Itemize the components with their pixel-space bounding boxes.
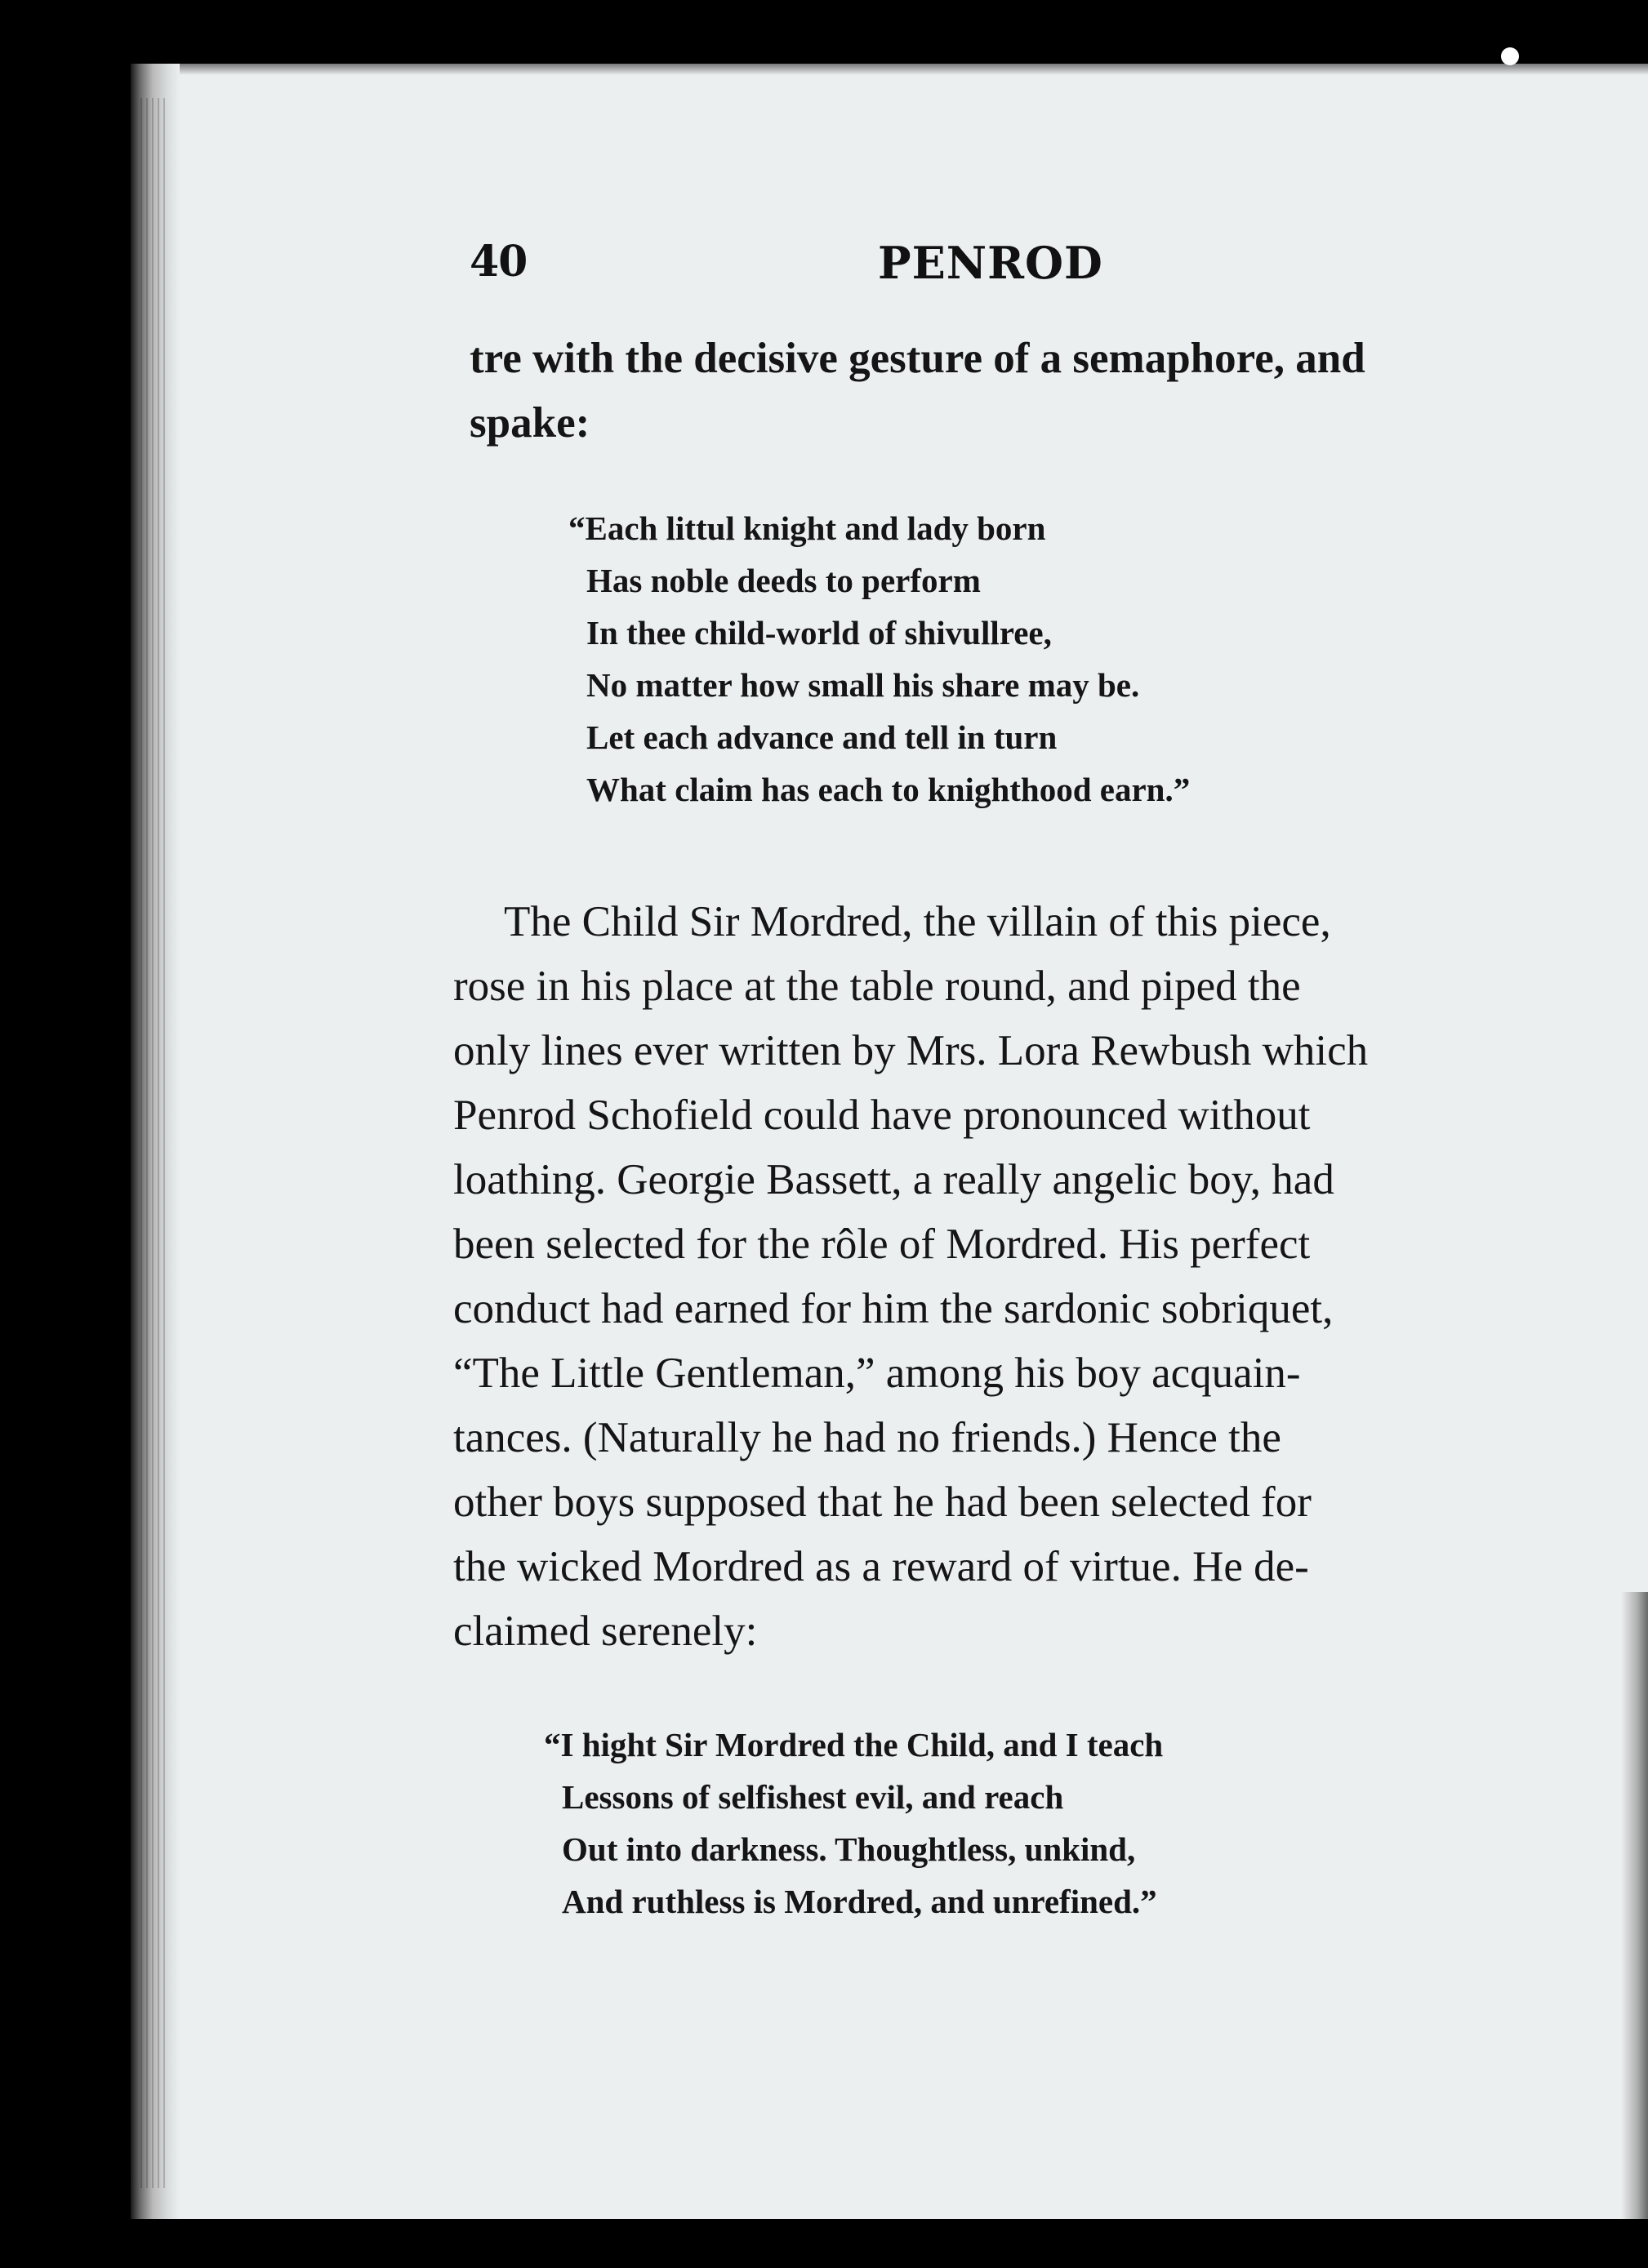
opening-lines [470, 327, 1490, 456]
text-line: claimed serenely: [453, 1608, 758, 1655]
verse-block-one [568, 502, 1362, 816]
text-line: tre with the decisive gesture of a semaphore, and [470, 335, 1365, 382]
page-edges-texture [140, 98, 168, 2188]
verse-line: “I hight Sir Mordred the Child, and I teach [544, 1726, 1164, 1763]
text-line: other boys supposed that he had been selected for [453, 1479, 1312, 1526]
running-title: PENROD [878, 237, 1103, 289]
verse-line: And ruthless is Mordred, and unrefined.” [562, 1883, 1157, 1920]
main-paragraph [453, 890, 1478, 1664]
verse-line: In thee child-world of shivullree, [586, 614, 1052, 651]
text-line: conduct had earned for him the sardonic sobriquet, [453, 1285, 1334, 1332]
page-header [470, 237, 1103, 294]
text-line: spake: [470, 399, 590, 447]
text-line: Penrod Schofield could have pronounced without [453, 1092, 1311, 1139]
page-top-shadow [167, 64, 1648, 75]
text-line: loathing. Georgie Bassett, a really angelic boy, had [453, 1156, 1334, 1203]
verse-line: “Each littul knight and lady born [568, 509, 1046, 547]
verse-line: Lessons of selfishest evil, and reach [562, 1778, 1064, 1816]
text-line: “The Little Gentleman,” among his boy acquain- [453, 1350, 1301, 1397]
text-line: the wicked Mordred as a reward of virtue. He de- [453, 1543, 1309, 1590]
page-number: 40 [470, 237, 528, 287]
page-right-edge-shadow [1621, 1592, 1648, 2219]
film-speck [1501, 47, 1519, 65]
text-line: been selected for the rôle of Mordred. His perfect [453, 1221, 1311, 1268]
text-line: The Child Sir Mordred, the villain of this piece, [504, 898, 1331, 945]
verse-line: Let each advance and tell in turn [586, 718, 1058, 756]
text-line: only lines ever written by Mrs. Lora Rewbush which [453, 1027, 1369, 1074]
verse-block-two [544, 1719, 1346, 1928]
verse-line: Out into darkness. Thoughtless, unkind, [562, 1830, 1136, 1868]
verse-line: What claim has each to knighthood earn.” [586, 771, 1191, 808]
verse-line: Has noble deeds to perform [586, 562, 981, 599]
text-line: tances. (Naturally he had no friends.) Hence the [453, 1414, 1281, 1461]
text-line: rose in his place at the table round, and piped the [453, 963, 1301, 1010]
verse-line: No matter how small his share may be. [586, 666, 1140, 704]
